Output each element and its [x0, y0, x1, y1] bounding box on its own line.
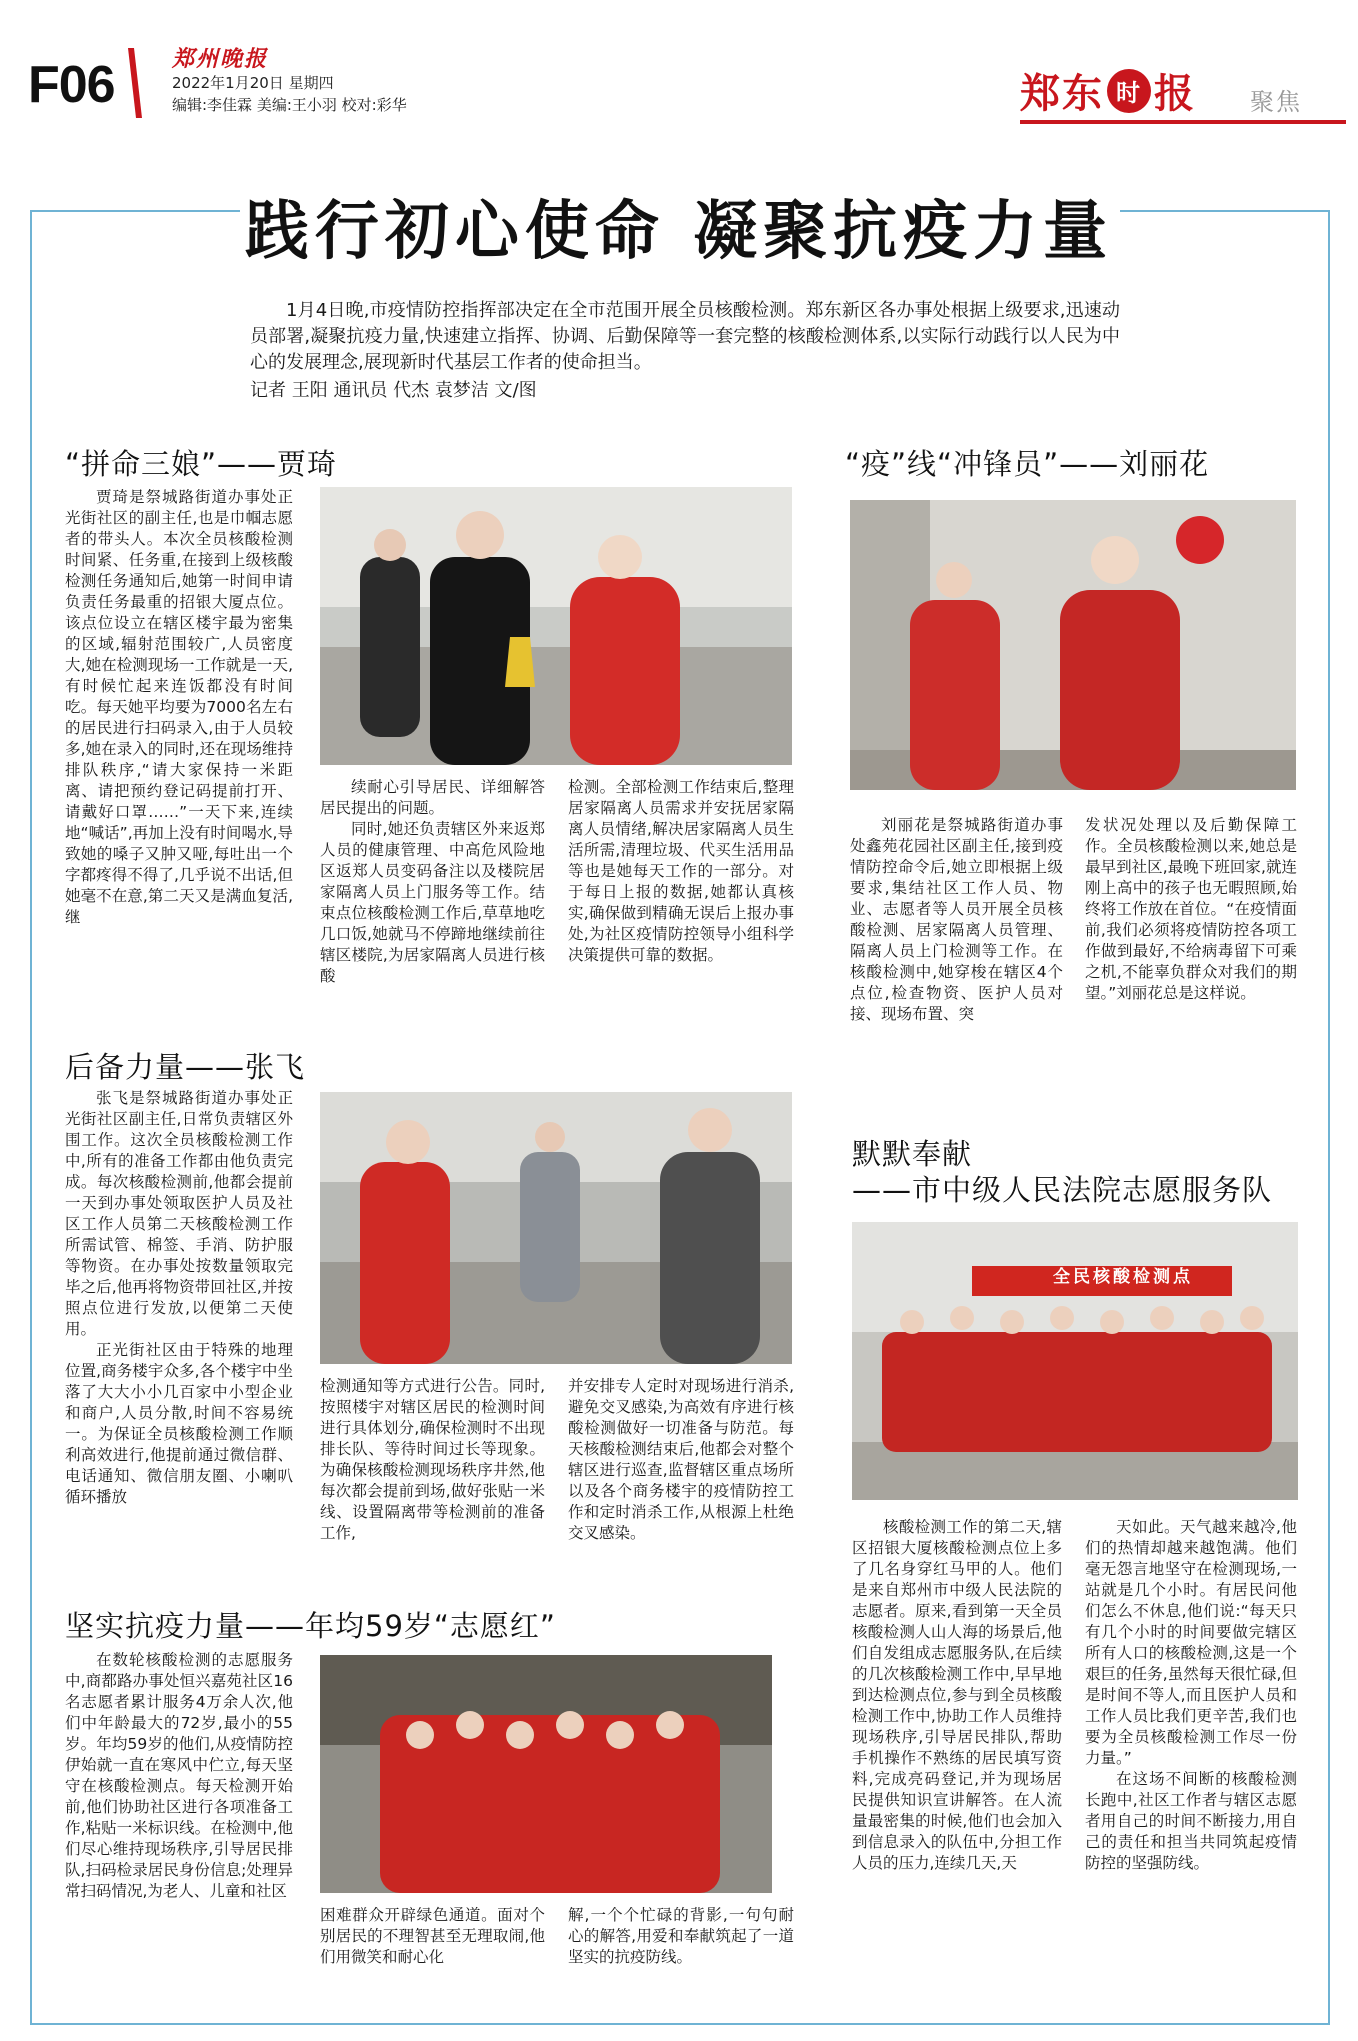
photo-jia-qi-image: [320, 487, 792, 765]
brand-part-a: 郑东: [1020, 71, 1104, 117]
section-4-col-2: 发状况处理以及后勤保障工作。全员核酸检测以来,她总是最早到社区,最晚下班回家,就连刚上高中的孩子也无暇照顾,始终将工作放在首位。“在疫情面前,我们必须将疫情防控各项工作做到最好,不给病毒留下可乘之机,不能辜负群众对我们的期望。”刘丽花总是这样说。: [1085, 816, 1297, 1002]
date-line: 2022年1月20日 星期四: [172, 74, 334, 92]
section-3-col-1: 在数轮核酸检测的志愿服务中,商都路办事处恒兴嘉苑社区16名志愿者累计服务4万余人次,他们中年龄最大的72岁,最小的55岁。年均59岁的他们,从疫情防控伊始就一直在寒风中伫立,每天坚守在核酸检测点。每天检测开始前,他们协助社区进行各项准备工作,粘贴一米标识线。在检测中,他们尽心维持现场秩序,引导居民排队,扫码检录居民身份信息;处理异常扫码情况,为老人、儿童和社区: [65, 1651, 293, 1900]
section-4-title: “疫”线“冲锋员”——刘丽花: [845, 447, 1210, 481]
section-5-subtitle: ——市中级人民法院志愿服务队: [852, 1173, 1273, 1207]
headline: 践行初心使命 凝聚抗疫力量: [244, 194, 1114, 269]
photo-volunteers: [320, 1655, 772, 1893]
masthead-slash-icon: [128, 48, 142, 118]
section-3-title: 坚实抗疫力量——年均59岁“志愿红”: [65, 1609, 556, 1643]
section-1-title: “拼命三娘”——贾琦: [65, 447, 338, 481]
section-5-col-2: 天如此。天气越来越冷,他们的热情却越来越饱满。他们毫无怨言地坚守在检测现场,一站就是几个小时。有居民问他们怎么不休息,他们说:“每天只有几个小时的时间要做完辖区所有人口的核酸检测,这是一个艰巨的任务,虽然每天很忙碌,但是时间不等人,而且医护人员和工作人员比我们更辛苦,我们也要为全员核酸检测工作尽一份力量。” 在这场不间断的核酸检测长跑中,社区工作者与辖区志愿者用自己的时间不断接力,用自己的责任和担当共同筑起疫情防控的坚强防线。: [1085, 1518, 1297, 1872]
section-2-col-3: 并安排专人定时对现场进行消杀,避免交叉感染,为高效有序进行核酸检测做好一切准备与防范。每天核酸检测结束后,他都会对整个辖区进行巡查,监督辖区重点场所以及各个商务楼宇的疫情防控工作和定时消杀工作,从根源上杜绝交叉感染。: [568, 1377, 794, 1542]
section-1-col-2: 续耐心引导居民、详细解答居民提出的问题。 同时,她还负责辖区外来返郑人员的健康管理、中高危风险地区返郑人员变码备注以及楼院居家隔离人员上门服务等工作。结束点位核酸检测工作后,草草地吃几口饭,她就马不停蹄地继续前往辖区楼院,为居家隔离人员进行核酸: [320, 778, 545, 985]
byline: 记者 王阳 通讯员 代杰 袁梦洁 文/图: [250, 380, 537, 401]
section-2-col-1: 张飞是祭城路街道办事处正光街社区副主任,日常负责辖区外围工作。这次全员核酸检测工作中,所有的准备工作都由他负责完成。每次核酸检测前,他都会提前一天到办事处领取医护人员及社区工作人员第二天核酸检测工作所需试管、棉签、手消、防护服等物资。在办事处按数量领取完毕之后,他再将物资带回社区,并按照点位进行发放,以便第二天使用。 正光街社区由于特殊的地理位置,商务楼宇众多,各个楼宇中坐落了大大小小几百家中小型企业和商户,人员分散,时间不容易统一。为保证全员核酸检测工作顺利高效进行,他提前通过微信群、电话通知、微信朋友圈、小喇叭循环播放: [65, 1089, 293, 1506]
section-5-title: 默默奉献: [852, 1137, 973, 1171]
photo-volunteers-image: [320, 1655, 772, 1893]
section-2-col-2: 检测通知等方式进行公告。同时,按照楼宇对辖区居民的检测时间进行具体划分,确保检测时不出现排长队、等待时间过长等现象。为确保核酸检测现场秩序井然,他每次都会提前到场,做好张贴一米线、设置隔离带等检测前的准备工作,: [320, 1377, 545, 1542]
photo-banner-text: 全民核酸检测点: [1053, 1267, 1193, 1287]
photo-zhang-fei: [320, 1092, 792, 1364]
page-number: F06: [28, 56, 115, 114]
header-rule: [1020, 120, 1346, 124]
section-3-col-3: 解,一个个忙碌的背影,一句句耐心的解答,用爱和奉献筑起了一道坚实的抗疫防线。: [568, 1906, 794, 1966]
brand-circle: 时: [1107, 69, 1151, 113]
paper-name: 郑州晚报: [172, 46, 269, 72]
section-2-title: 后备力量——张飞: [65, 1050, 306, 1084]
photo-liu-lihua-image: [850, 500, 1296, 790]
section-3-col-2: 困难群众开辟绿色通道。面对个别居民的不理智甚至无理取闹,他们用微笑和耐心化: [320, 1906, 545, 1966]
brand-part-c: 报: [1154, 71, 1196, 117]
photo-liu-lihua: [850, 500, 1296, 790]
lead-paragraph: 1月4日晚,市疫情防控指挥部决定在全市范围开展全员核酸检测。郑东新区各办事处根据上级要求,迅速动员部署,凝聚抗疫力量,快速建立指挥、协调、后勤保障等一套完整的核酸检测体系,以实际行动践行以人民为中心的发展理念,展现新时代基层工作者的使命担当。: [250, 300, 1120, 373]
editors-line: 编辑:李佳霖 美编:王小羽 校对:彩华: [172, 96, 407, 114]
section-1-col-3: 检测。全部检测工作结束后,整理居家隔离人员需求并安抚居家隔离人员情绪,解决居家隔离人员生活所需,清理垃圾、代买生活用品等也是她每天工作的一部分。对于每日上报的数据,她都认真核实,确保做到精确无误后上报办事处,为社区疫情防控领导小组科学决策提供可靠的数据。: [568, 778, 794, 964]
section-brand: [1020, 62, 1196, 119]
section-5-col-1: 核酸检测工作的第二天,辖区招银大厦核酸检测点位上多了几名身穿红马甲的人。他们是来自郑州市中级人民法院的志愿者。原来,看到第一天全员核酸检测人山人海的场景后,他们自发组成志愿服务队,在后续的几次核酸检测工作中,早早地到达检测点位,参与到全员核酸检测工作中,协助工作人员维持现场秩序,引导居民排队,帮助手机操作不熟练的居民填写资料,完成亮码登记,并为现场居民提供知识宣讲解答。在人流量最密集的时候,他们也会加入到信息录入的队伍中,分担工作人员的压力,连续几天,天: [852, 1518, 1062, 1872]
photo-jia-qi: [320, 487, 792, 765]
section-name: 聚焦: [1250, 88, 1302, 116]
section-1-col-1: 贾琦是祭城路街道办事处正光街社区的副主任,也是巾帼志愿者的带头人。本次全员核酸检测时间紧、任务重,在接到上级核酸检测任务通知后,她第一时间申请负责任务最重的招银大厦点位。该点位设立在辖区楼宇最为密集的区域,辐射范围较广,人员密度大,她在检测现场一工作就是一天,有时候忙起来连饭都没有时间吃。每天她平均要为7000名左右的居民进行扫码录入,由于人员较多,她在录入的同时,还在现场维持排队秩序,“请大家保持一米距离、请把预约登记码提前打开、请戴好口罩……”一天下来,连续地“喊话”,再加上没有时间喝水,导致她的嗓子又肿又哑,每吐出一个字都疼得不得了,几乎说不出话,但她毫不在意,第二天又是满血复活,继: [65, 488, 293, 926]
section-4-col-1: 刘丽花是祭城路街道办事处鑫苑花园社区副主任,接到疫情防控命令后,她立即根据上级要求,集结社区工作人员、物业、志愿者等人员开展全员核酸检测、居家隔离人员管理、隔离人员上门检测等工作。在核酸检测中,她穿梭在辖区4个点位,检查物资、医护人员对接、现场布置、突: [850, 816, 1063, 1023]
photo-zhang-fei-image: [320, 1092, 792, 1364]
